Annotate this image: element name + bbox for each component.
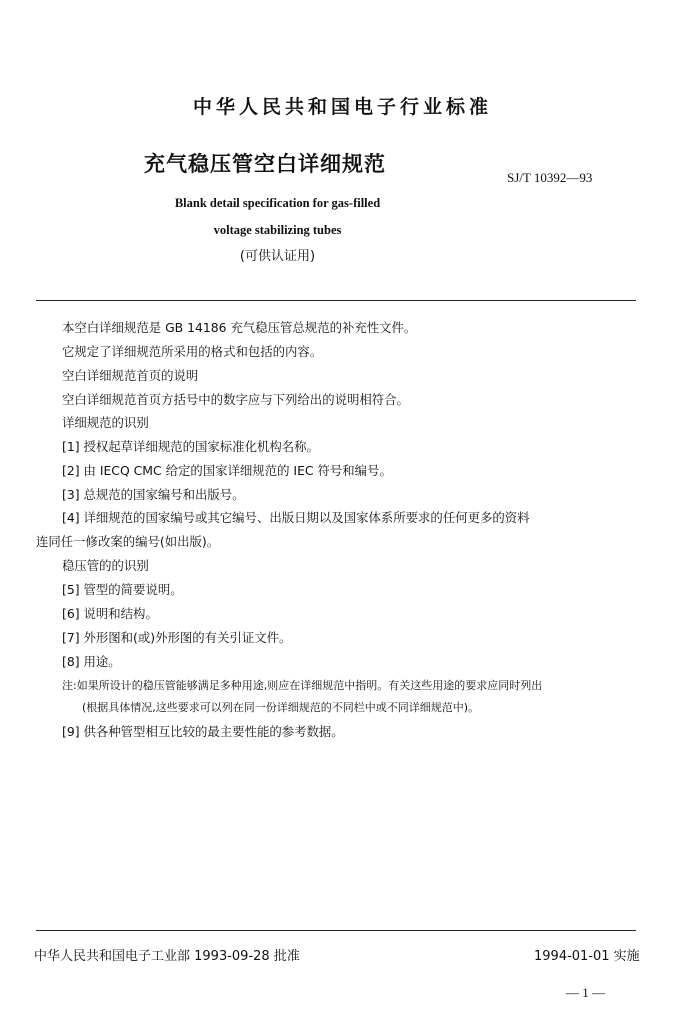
approval-issuer: 中华人民共和国电子工业部 1993-09-28 批准: [34, 949, 300, 964]
effective-date: 1994-01-01 实施: [534, 949, 640, 964]
body-line: 稳压管的的识别: [62, 558, 149, 573]
body-line: 空白详细规范首页方括号中的数字应与下列给出的说明相符合。: [62, 392, 409, 407]
body-line: [1] 授权起草详细规范的国家标准化机构名称。: [62, 439, 319, 454]
body-line: 空白详细规范首页的说明: [62, 368, 199, 383]
note-line-2: (根据具体情况,这些要求可以列在同一份详细规范的不同栏中或不同详细规范中)。: [82, 701, 480, 714]
body-line: [3] 总规范的国家编号和出版号。: [62, 487, 245, 502]
body-line: 详细规范的识别: [62, 415, 149, 430]
footer-divider: [36, 930, 636, 931]
body-line: 连同任一修改案的编号(如出版)。: [36, 534, 220, 549]
subtitle: (可供认证用): [239, 249, 316, 264]
body-line: [8] 用途。: [62, 654, 121, 669]
document-code: SJ/T 10392—93: [507, 170, 593, 185]
body-line: 本空白详细规范是 GB 14186 充气稳压管总规范的补充性文件。: [62, 320, 417, 335]
document-title: 充气稳压管空白详细规范: [144, 152, 386, 176]
body-line: 它规定了详细规范所采用的格式和包括的内容。: [62, 344, 323, 359]
body-line: [5] 管型的简要说明。: [62, 582, 183, 597]
page-number: — 1 —: [566, 985, 605, 1000]
body-line: [9] 供各种管型相互比较的最主要性能的参考数据。: [62, 724, 344, 739]
english-title-line-1: Blank detail specification for gas-filled: [174, 196, 381, 210]
standard-title: 中华人民共和国电子行业标准: [192, 96, 492, 118]
note-line-1: 注:如果所设计的稳压管能够满足多种用途,则应在详细规范中指明。有关这些用途的要求应同时列出: [62, 679, 543, 692]
body-line: [7] 外形图和(或)外形图的有关引证文件。: [62, 630, 292, 645]
body-line: [4] 详细规范的国家编号或其它编号、出版日期以及国家体系所要求的任何更多的资料: [62, 510, 530, 525]
english-title-line-2: voltage stabilizing tubes: [213, 223, 342, 237]
body-line: [6] 说明和结构。: [62, 606, 158, 621]
top-divider: [36, 300, 636, 301]
body-line: [2] 由 IECQ CMC 给定的国家详细规范的 IEC 符号和编号。: [62, 463, 392, 478]
